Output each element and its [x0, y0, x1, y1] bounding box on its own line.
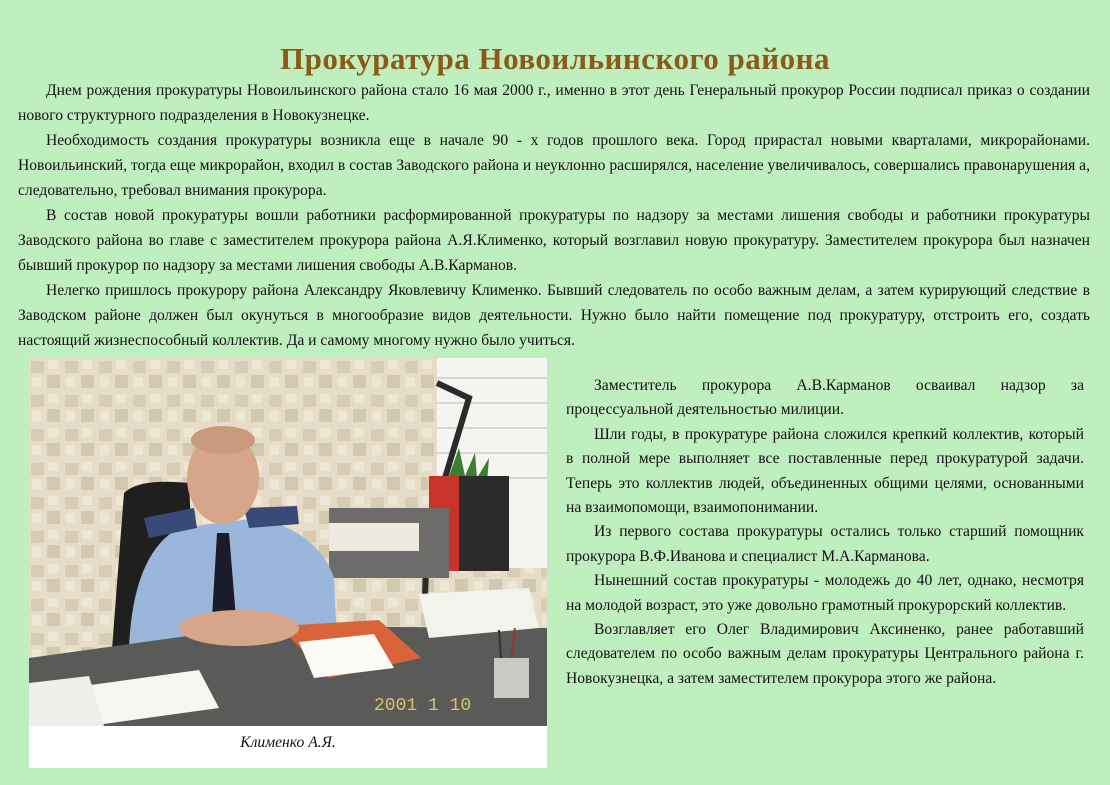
- paragraph: Из первого состава прокуратуры остались только старший помощник прокурора В.Ф.Иванова и специалист М.А.Карманова.: [566, 523, 1084, 565]
- paragraph: Возглавляет его Олег Владимирович Аксиненко, ранее работавший следователем по особо важным делам прокуратуры Центрального района г. Новокузнецка, а затем заместителем прокурора этого же района.: [566, 621, 1084, 687]
- paragraph: В состав новой прокуратуры вошли работники расформированной прокуратуры по надзору за местами лишения свободы и работники прокуратуры Заводского района во главе с заместителем прокурора района А.Я.Клименко, который возглавил новую прокуратуру. Заместителем прокурора был назначен бывший прокурор по надзору за местами лишения свободы А.В.Карманов.: [18, 207, 1090, 274]
- page-title: Прокуратура Новоильинского района: [280, 40, 830, 76]
- paragraph: Необходимость создания прокуратуры возникла еще в начале 90 - х годов прошлого века. Город прирастал новыми кварталами, микрорайонами. Новоильинский, тогда еще микрорайон, входил в состав Заводского района и неуклонно расширялся, население увеличивалось, совершались правонарушения а, следовательно, требовал внимания прокурора.: [18, 132, 1090, 199]
- intro-text: [18, 78, 1090, 353]
- date-stamp: 2001 1 10: [374, 696, 472, 716]
- paragraph: Заместитель прокурора А.В.Карманов осваивал надзор за процессуальной деятельностью милиции.: [566, 377, 1084, 419]
- photo-caption: Клименко А.Я.: [240, 734, 336, 751]
- portrait-photo: [29, 358, 547, 726]
- paragraph: Днем рождения прокуратуры Новоильинского района стало 16 мая 2000 г., именно в этот день Генеральный прокурор России подписал приказ о создании нового структурного подразделения в Новокузнецке.: [18, 82, 1090, 124]
- paragraph: Нынешний состав прокуратуры - молодежь до 40 лет, однако, несмотря на молодой возраст, это уже довольно грамотный прокурорский коллектив.: [566, 572, 1084, 614]
- paragraph: Шли годы, в прокуратуре района сложился крепкий коллектив, который в полной мере выполняет все поставленные перед прокуратурой задачи. Теперь это коллектив людей, объединенных общими целями, основанными на взаимопомощи, взаимопонимании.: [566, 425, 1084, 517]
- photo-frame: [29, 358, 547, 768]
- paragraph: Нелегко пришлось прокурору района Александру Яковлевичу Клименко. Бывший следователь по особо важным делам, а затем курирующий следствие в Заводском районе должен был окунуться в многообразие видов деятельности. Нужно было найти помещение под прокуратуру, отстроить его, создать настоящий жизнеспособный коллектив. Да и самому многому нужно было учиться.: [18, 282, 1090, 349]
- side-text: [566, 374, 1084, 691]
